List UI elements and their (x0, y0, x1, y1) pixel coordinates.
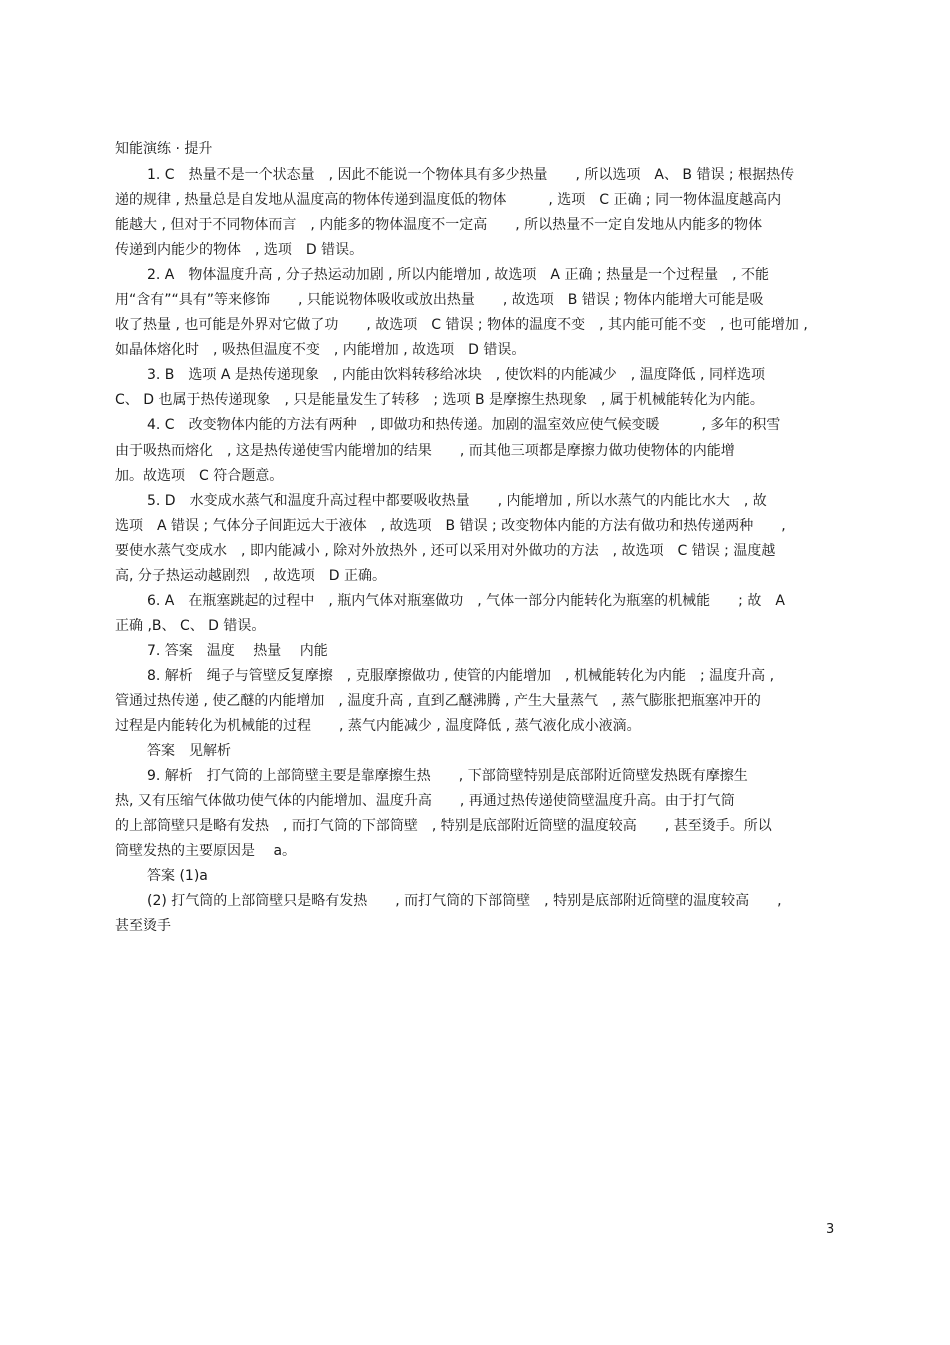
text-line: 过程是内能转化为机械能的过程 , 蒸气内能减少 , 温度降低 , 蒸气液化成小液滴。 (115, 718, 641, 735)
text-line: 热, 又有压缩气体做功使气体的内能增加、温度升高 , 再通过热传递使筒壁温度升高。由于打气筒 (115, 793, 735, 810)
text-line: 答案 见解析 (147, 743, 231, 760)
text-line: 递的规律 , 热量总是自发地从温度高的物体传递到温度低的物体 , 选项 C 正确 ; 同一物体温度越高内 (115, 192, 782, 209)
text-line: 5. D 水变成水蒸气和温度升高过程中都要吸收热量 , 内能增加 , 所以水蒸气的内能比水大 , 故 (147, 492, 767, 509)
text-line: 8. 解析 绳子与管壁反复摩擦 , 克服摩擦做功 , 使管的内能增加 , 机械能转化为内能 ; 温度升高 , (147, 667, 775, 684)
text-line: C、 D 也属于热传递现象 , 只是能量发生了转移 ; 选项 B 是摩擦生热现象 , 属于机械能转化为内能。 (115, 392, 764, 409)
text-line: 7. 答案 温度 热量 内能 (147, 642, 328, 659)
text-line: 1. C 热量不是一个状态量 , 因此不能说一个物体具有多少热量 , 所以选项 A、 B 错误 ; 根据热传 (147, 167, 795, 183)
text-line: 加。故选项 C 符合题意。 (115, 467, 284, 484)
text-line: 4. C 改变物体内能的方法有两种 , 即做功和热传递。加剧的温室效应使气候变暖 , 多年的积雪 (147, 417, 781, 434)
text-line: 收了热量 , 也可能是外界对它做了功 , 故选项 C 错误 ; 物体的温度不变 , 其内能可能不变 , 也可能增加 , (115, 317, 808, 334)
text-line: 选项 A 错误 ; 气体分子间距远大于液体 , 故选项 B 错误 ; 改变物体内能的方法有做功和热传递两种 , (115, 517, 786, 534)
text-line: 要使水蒸气变成水 , 即内能减小 , 除对外放热外 , 还可以采用对外做功的方法 , 故选项 C 错误 ; 温度越 (115, 542, 776, 559)
text-line: 管通过热传递 , 使乙醚的内能增加 , 温度升高 , 直到乙醚沸腾 , 产生大量蒸气 , 蒸气膨胀把瓶塞冲开的 (115, 692, 761, 709)
text-line: 能越大 , 但对于不同物体而言 , 内能多的物体温度不一定高 , 所以热量不一定自发地从内能多的物体 (115, 217, 763, 234)
text-line: 正确 ,B、 C、 D 错误。 (115, 617, 266, 634)
text-line: 如晶体熔化时 , 吸热但温度不变 , 内能增加 , 故选项 D 错误。 (115, 342, 526, 359)
section-title: 知能演练 · 提升 (115, 141, 213, 157)
text-line: 高, 分子热运动越剧烈 , 故选项 D 正确。 (115, 567, 387, 584)
text-line: 筒壁发热的主要原因是 a。 (115, 843, 297, 860)
text-line: 3. B 选项 A 是热传递现象 , 内能由饮料转移给冰块 , 使饮料的内能减少 , 温度降低 , 同样选项 (147, 367, 765, 384)
text-line: 传递到内能少的物体 , 选项 D 错误。 (115, 242, 364, 259)
text-line: 由于吸热而熔化 , 这是热传递使雪内能增加的结果 , 而其他三项都是摩擦力做功使物体的内能增 (115, 442, 735, 459)
text-line: 用“含有”“具有”等来修饰 , 只能说物体吸收或放出热量 , 故选项 B 错误 ; 物体内能增大可能是吸 (115, 292, 764, 309)
page-number: 3 (826, 1222, 835, 1237)
answer-body (115, 163, 845, 939)
text-line: 6. A 在瓶塞跳起的过程中 , 瓶内气体对瓶塞做功 , 气体一部分内能转化为瓶塞的机械能 ; 故 A (147, 592, 785, 609)
text-line: 9. 解析 打气筒的上部筒壁主要是靠摩擦生热 , 下部筒壁特别是底部附近筒壁发热既有摩擦生 (147, 768, 748, 785)
text-line: 的上部筒壁只是略有发热 , 而打气筒的下部筒壁 , 特别是底部附近筒壁的温度较高 , 甚至烫手。所以 (115, 818, 772, 835)
text-line: 甚至烫手 (115, 918, 171, 935)
text-line: 答案 (1)a (147, 868, 208, 885)
text-line: (2) 打气筒的上部筒壁只是略有发热 , 而打气筒的下部筒壁 , 特别是底部附近筒壁的温度较高 , (147, 893, 782, 910)
text-line: 2. A 物体温度升高 , 分子热运动加剧 , 所以内能增加 , 故选项 A 正确 ; 热量是一个过程量 , 不能 (147, 267, 769, 284)
